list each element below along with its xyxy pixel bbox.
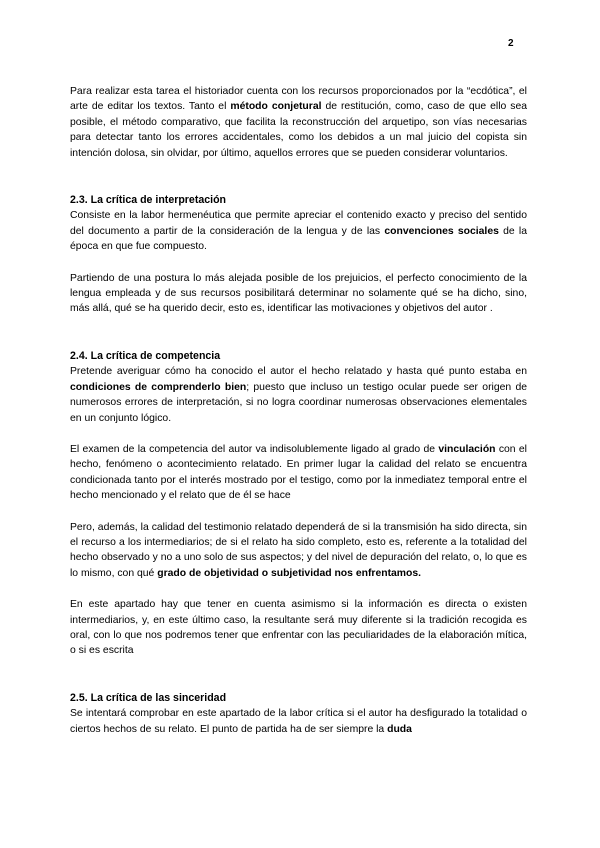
section-heading-2-4: 2.4. La crítica de competencia (70, 349, 221, 362)
paragraph-2-3-b: Partiendo de una postura lo más alejada posible de los prejuicios, el perfecto conocimiento de la lengua empleada y de sus recursos posibilitará determinar no solamente qué se ha dicho, sino, más allá, qué se ha querido decir, esto es, identificar las motivaciones y objetivos del autor . (70, 272, 527, 315)
page-number: 2 (508, 38, 514, 49)
bold-term: condiciones de comprenderlo bien (70, 381, 247, 393)
bold-term: convenciones sociales (384, 225, 499, 237)
bold-term: método conjetural (230, 101, 322, 113)
paragraph-ecdotica (70, 84, 527, 161)
text: de la época en que fue compuesto. (70, 225, 527, 253)
paragraph-2-4-d: En este apartado hay que tener en cuenta asimismo si la información es directa o existen intermediarios, y, en este último caso, la resultante será muy diferente si la tradición recogida es oral, con lo que nos podremos tener que enfrentar con las peculiaridades de la elaboración mítica, o si es escrita (70, 599, 527, 657)
text: Pero, además, la calidad del testimonio relatado dependerá de si la transmisión ha sido directa, sin el recurso a los intermediarios; de si el relato ha sido completo, esto es, referente a la totalidad del hecho observado y no a uno solo de sus aspectos; y del nivel de depuración del relato, o, lo que es lo mismo, con qué (70, 521, 527, 579)
text: con el hecho, fenómeno o acontecimiento relatado. En primer lugar la calidad del relato se encuentra condicionada tanto por el interés mostrado por el testigo, como por la inmediatez temporal entre el hecho mencionado y el relato que de él se hace (70, 443, 527, 502)
paragraph-2-4-a (70, 364, 527, 426)
text: Se intentará comprobar en este apartado de la labor crítica si el autor ha desfigurado la totalidad o ciertos hechos de su relato. El punto de partida ha de ser siempre la (70, 708, 527, 735)
document-body (70, 84, 527, 737)
bold-term: vinculación (438, 443, 496, 455)
bold-term: grado de objetividad o subjetividad nos enfrentamos. (157, 567, 422, 579)
paragraph-2-4-b (70, 442, 527, 504)
bold-term: duda (387, 723, 412, 735)
paragraph-2-5-a (70, 706, 527, 737)
paragraph-2-3-a (70, 208, 527, 254)
text: Para realizar esta tarea el historiador cuenta con los recursos proporcionados por la “ecdótica”, el arte de editar los textos. Tanto el (70, 86, 527, 113)
section-heading-2-3: 2.3. La crítica de interpretación (70, 194, 227, 207)
paragraph-2-4-c (70, 520, 527, 582)
text: Pretende averiguar cómo ha conocido el autor el hecho relatado y hasta qué punto estaba en (70, 366, 527, 378)
text: ; puesto que incluso un testigo ocular puede ser origen de numerosos errores de interpretación, si no logra coordinar numerosas observaciones elementales en un conjunto lógico. (70, 381, 528, 424)
text: Consiste en la labor hermenéutica que permite apreciar el contenido exacto y preciso del sentido del documento a partir de la consideración de la lengua y de las (70, 210, 527, 237)
text: de restitución, como, caso de que ello sea posible, el método comparativo, que facilita la reconstrucción del arquetipo, son vías necesarias para detectar tanto los errores accidentales, como los debidos a un mal juicio del copista sin intención dolosa, sin olvidar, por último, aquellos errores que se pueden considerar voluntarios. (70, 101, 528, 159)
text: El examen de la competencia del autor va indisolublemente ligado al grado de (70, 443, 439, 455)
section-heading-2-5: 2.5. La crítica de las sinceridad (70, 691, 227, 704)
